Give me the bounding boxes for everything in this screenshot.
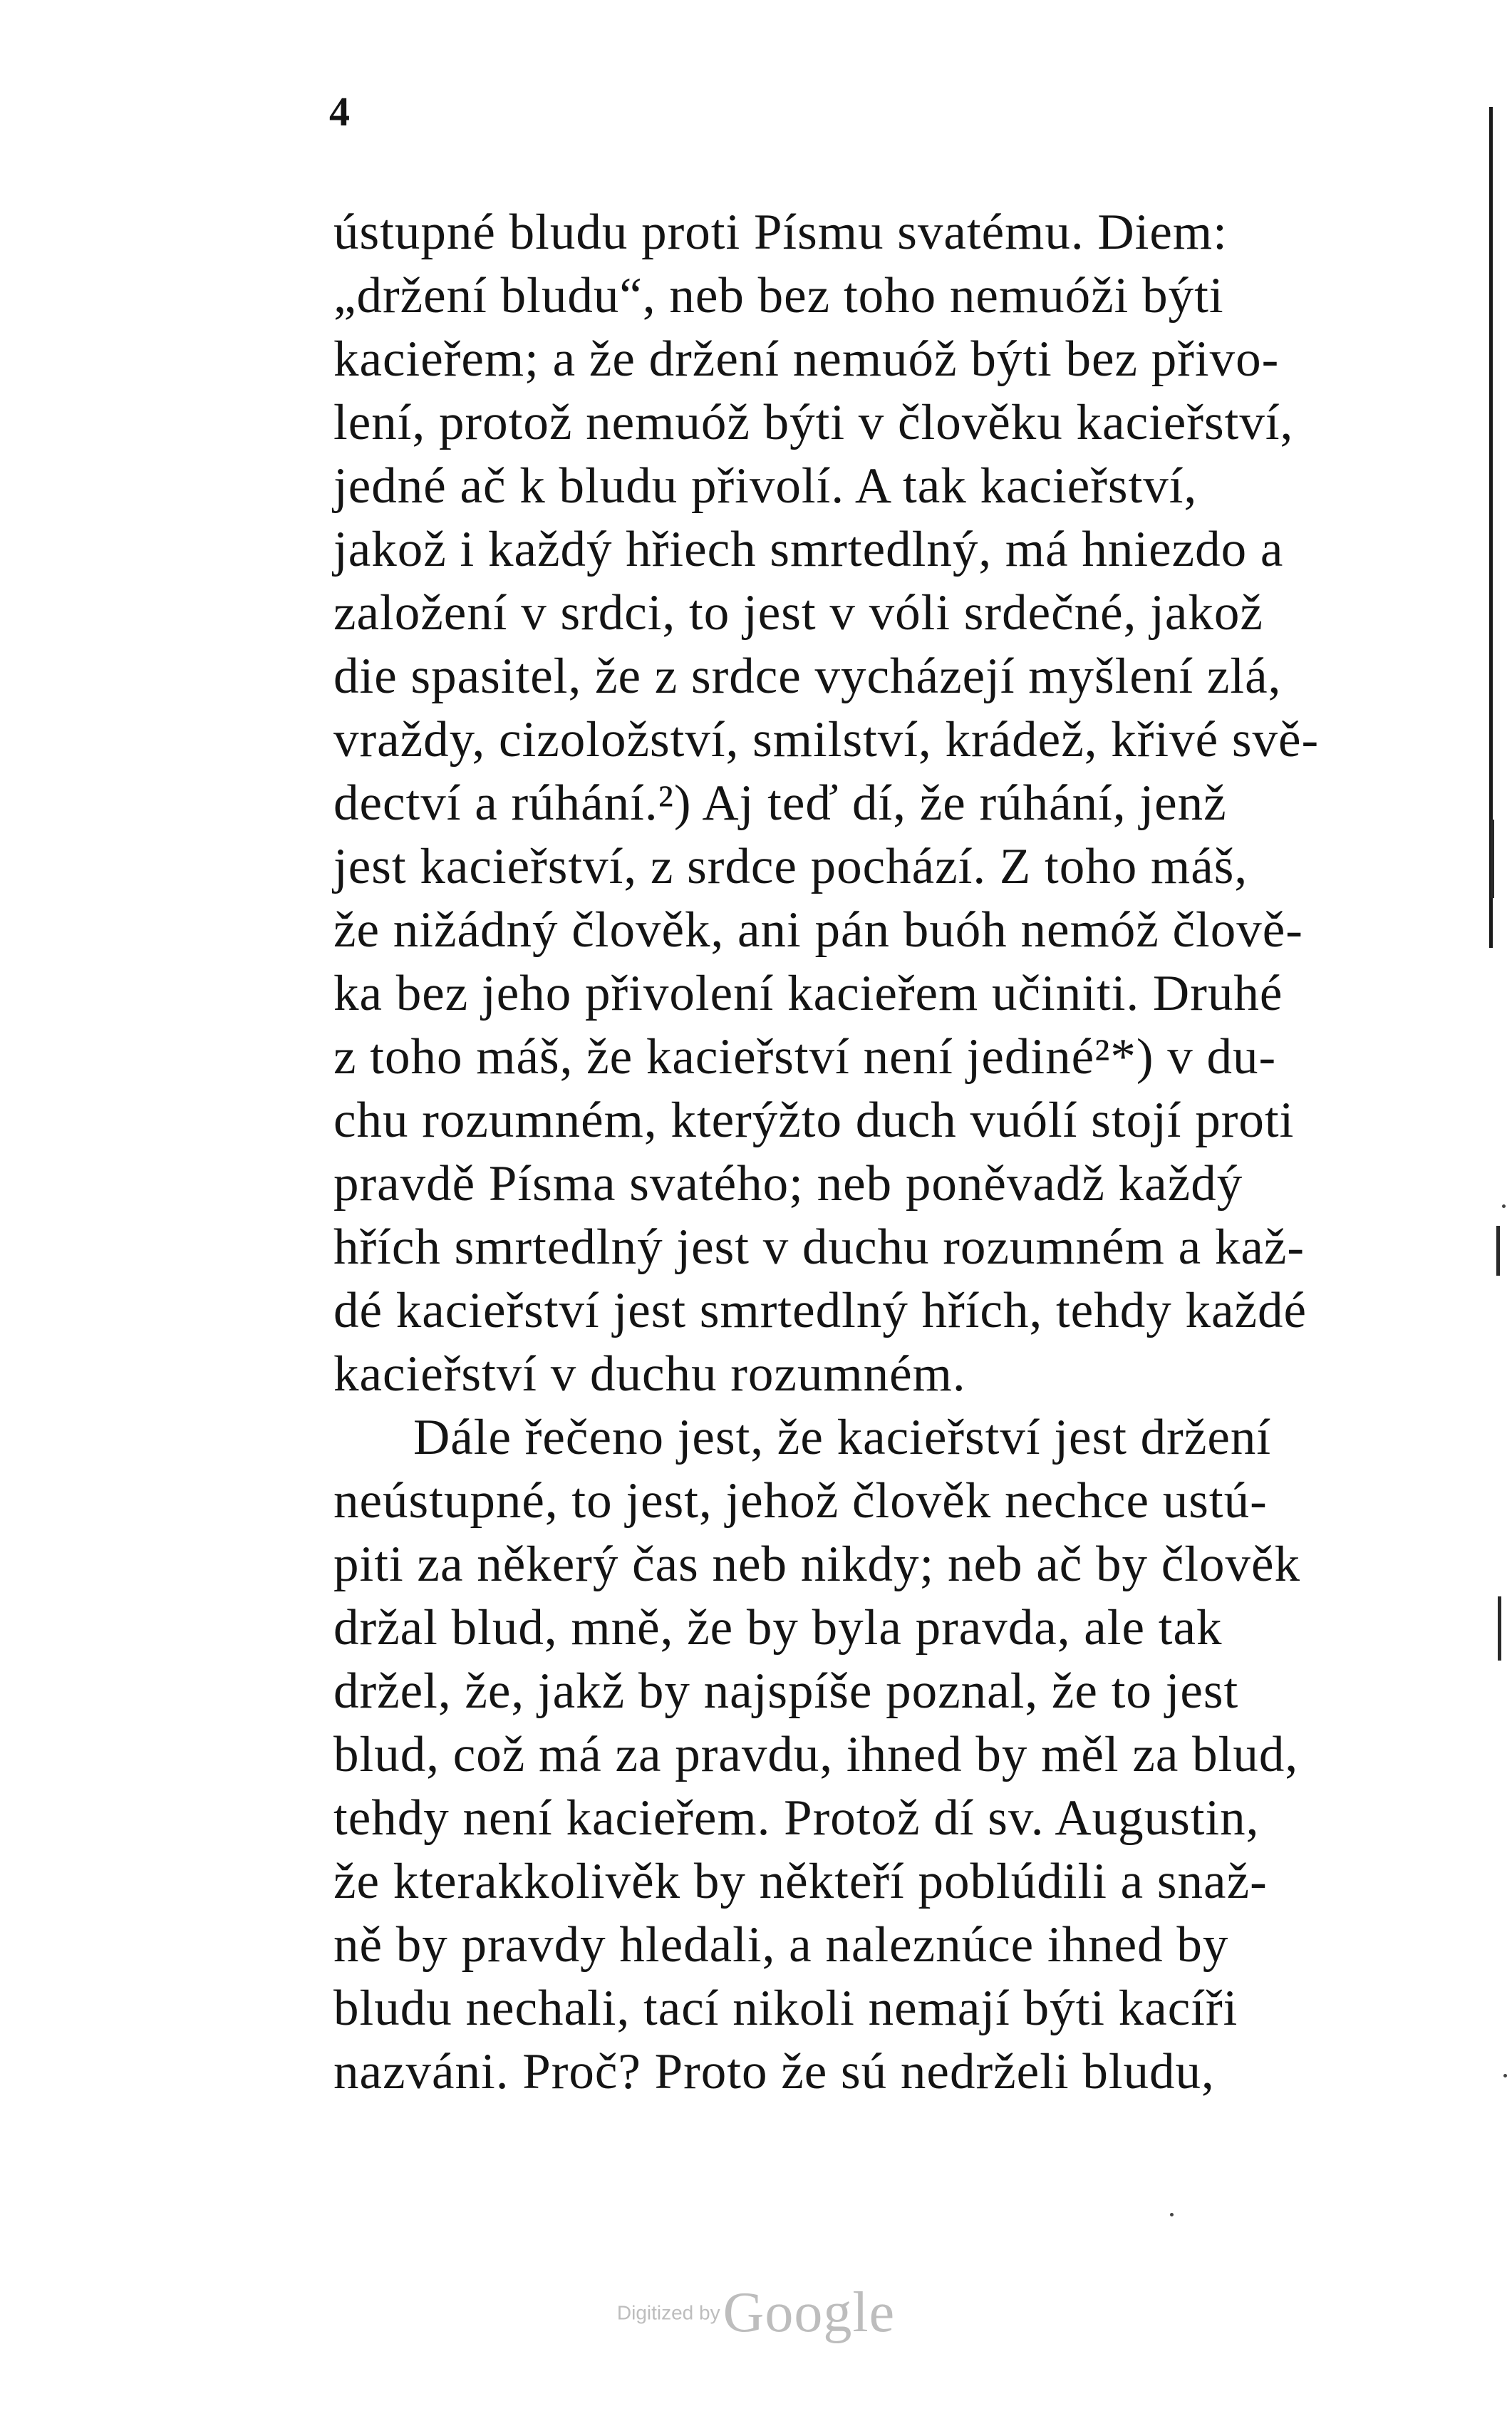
scan-speck <box>1170 2213 1174 2216</box>
text-line: dectví a rúhání.²) Aj teď dí, že rúhání, jenž <box>333 775 1227 831</box>
scan-speck <box>1502 1204 1506 1208</box>
text-line: „držení bludu“, neb bez toho nemuóži býti <box>333 268 1224 324</box>
text-line: ně by pravdy hledali, a naleznúce ihned by <box>333 1917 1229 1973</box>
scan-edge-mark <box>1496 1226 1500 1276</box>
text-line: že kterakkolivěk by někteří poblúdili a snaž- <box>333 1854 1268 1909</box>
text-line: jest kacieřství, z srdce pochází. Z toho máš, <box>333 839 1248 894</box>
text-line: die spasitel, že z srdce vycházejí myšlení zlá, <box>333 649 1282 704</box>
text-line: tehdy není kacieřem. Protož dí sv. Augustin, <box>333 1790 1260 1846</box>
text-line: jakož i každý hřiech smrtedlný, má hniezdo a <box>333 522 1284 577</box>
paragraph-start-line: Dále řečeno jest, že kacieřství jest držení <box>413 1410 1272 1465</box>
text-line: držel, že, jakž by najspíše poznal, že to jest <box>333 1663 1239 1719</box>
text-line: blud, což má za pravdu, ihned by měl za blud, <box>333 1727 1299 1782</box>
text-line: neústupné, to jest, jehož člověk nechce ustú- <box>333 1473 1268 1529</box>
text-line: bludu nechali, tací nikoli nemají býti kacíři <box>333 1981 1238 2036</box>
text-line: kacieřství v duchu rozumném. <box>333 1346 966 1402</box>
scan-speck <box>1503 2074 1507 2077</box>
page-number: 4 <box>329 88 350 135</box>
text-line: z toho máš, že kacieřství není jediné²*) v du- <box>333 1029 1277 1085</box>
text-line: piti za někerý čas neb nikdy; neb ač by člověk <box>333 1537 1301 1592</box>
text-line: držal blud, mně, že by byla pravda, ale tak <box>333 1600 1223 1656</box>
google-logo: Google <box>723 2281 896 2344</box>
digitized-by-google-watermark <box>0 2281 1512 2345</box>
scan-edge-mark <box>1498 1632 1501 1661</box>
text-line: pravdě Písma svatého; neb poněvadž každý <box>333 1156 1243 1212</box>
text-line: kacieřem; a že držení nemuóž býti bez přivo- <box>333 331 1280 387</box>
text-line: lení, protož nemuóž býti v člověku kacieřství, <box>333 395 1294 450</box>
scan-edge-mark <box>1491 820 1494 898</box>
text-line: vraždy, cizoložství, smilství, krádež, křivé svě- <box>333 712 1320 768</box>
text-line: dé kacieřství jest smrtedlný hřích, tehdy každé <box>333 1283 1307 1338</box>
text-line: založení v srdci, to jest v vóli srdečné, jakož <box>333 585 1263 641</box>
text-line: že nižádný člověk, ani pán buóh nemóž člově- <box>333 902 1303 958</box>
text-line: jedné ač k bludu přivolí. A tak kacieřství, <box>333 458 1198 514</box>
text-line: ústupné bludu proti Písmu svatému. Diem: <box>333 205 1228 260</box>
text-line: ka bez jeho přivolení kacieřem učiniti. Druhé <box>333 966 1283 1021</box>
digitized-by-label: Digitized by <box>616 2301 720 2324</box>
text-line: chu rozumném, kterýžto duch vuólí stojí proti <box>333 1093 1295 1148</box>
text-line: hřích smrtedlný jest v duchu rozumném a kaž- <box>333 1219 1305 1275</box>
text-line: nazváni. Proč? Proto že sú nedrželi bludu, <box>333 2044 1215 2100</box>
body-text <box>333 201 1474 2104</box>
